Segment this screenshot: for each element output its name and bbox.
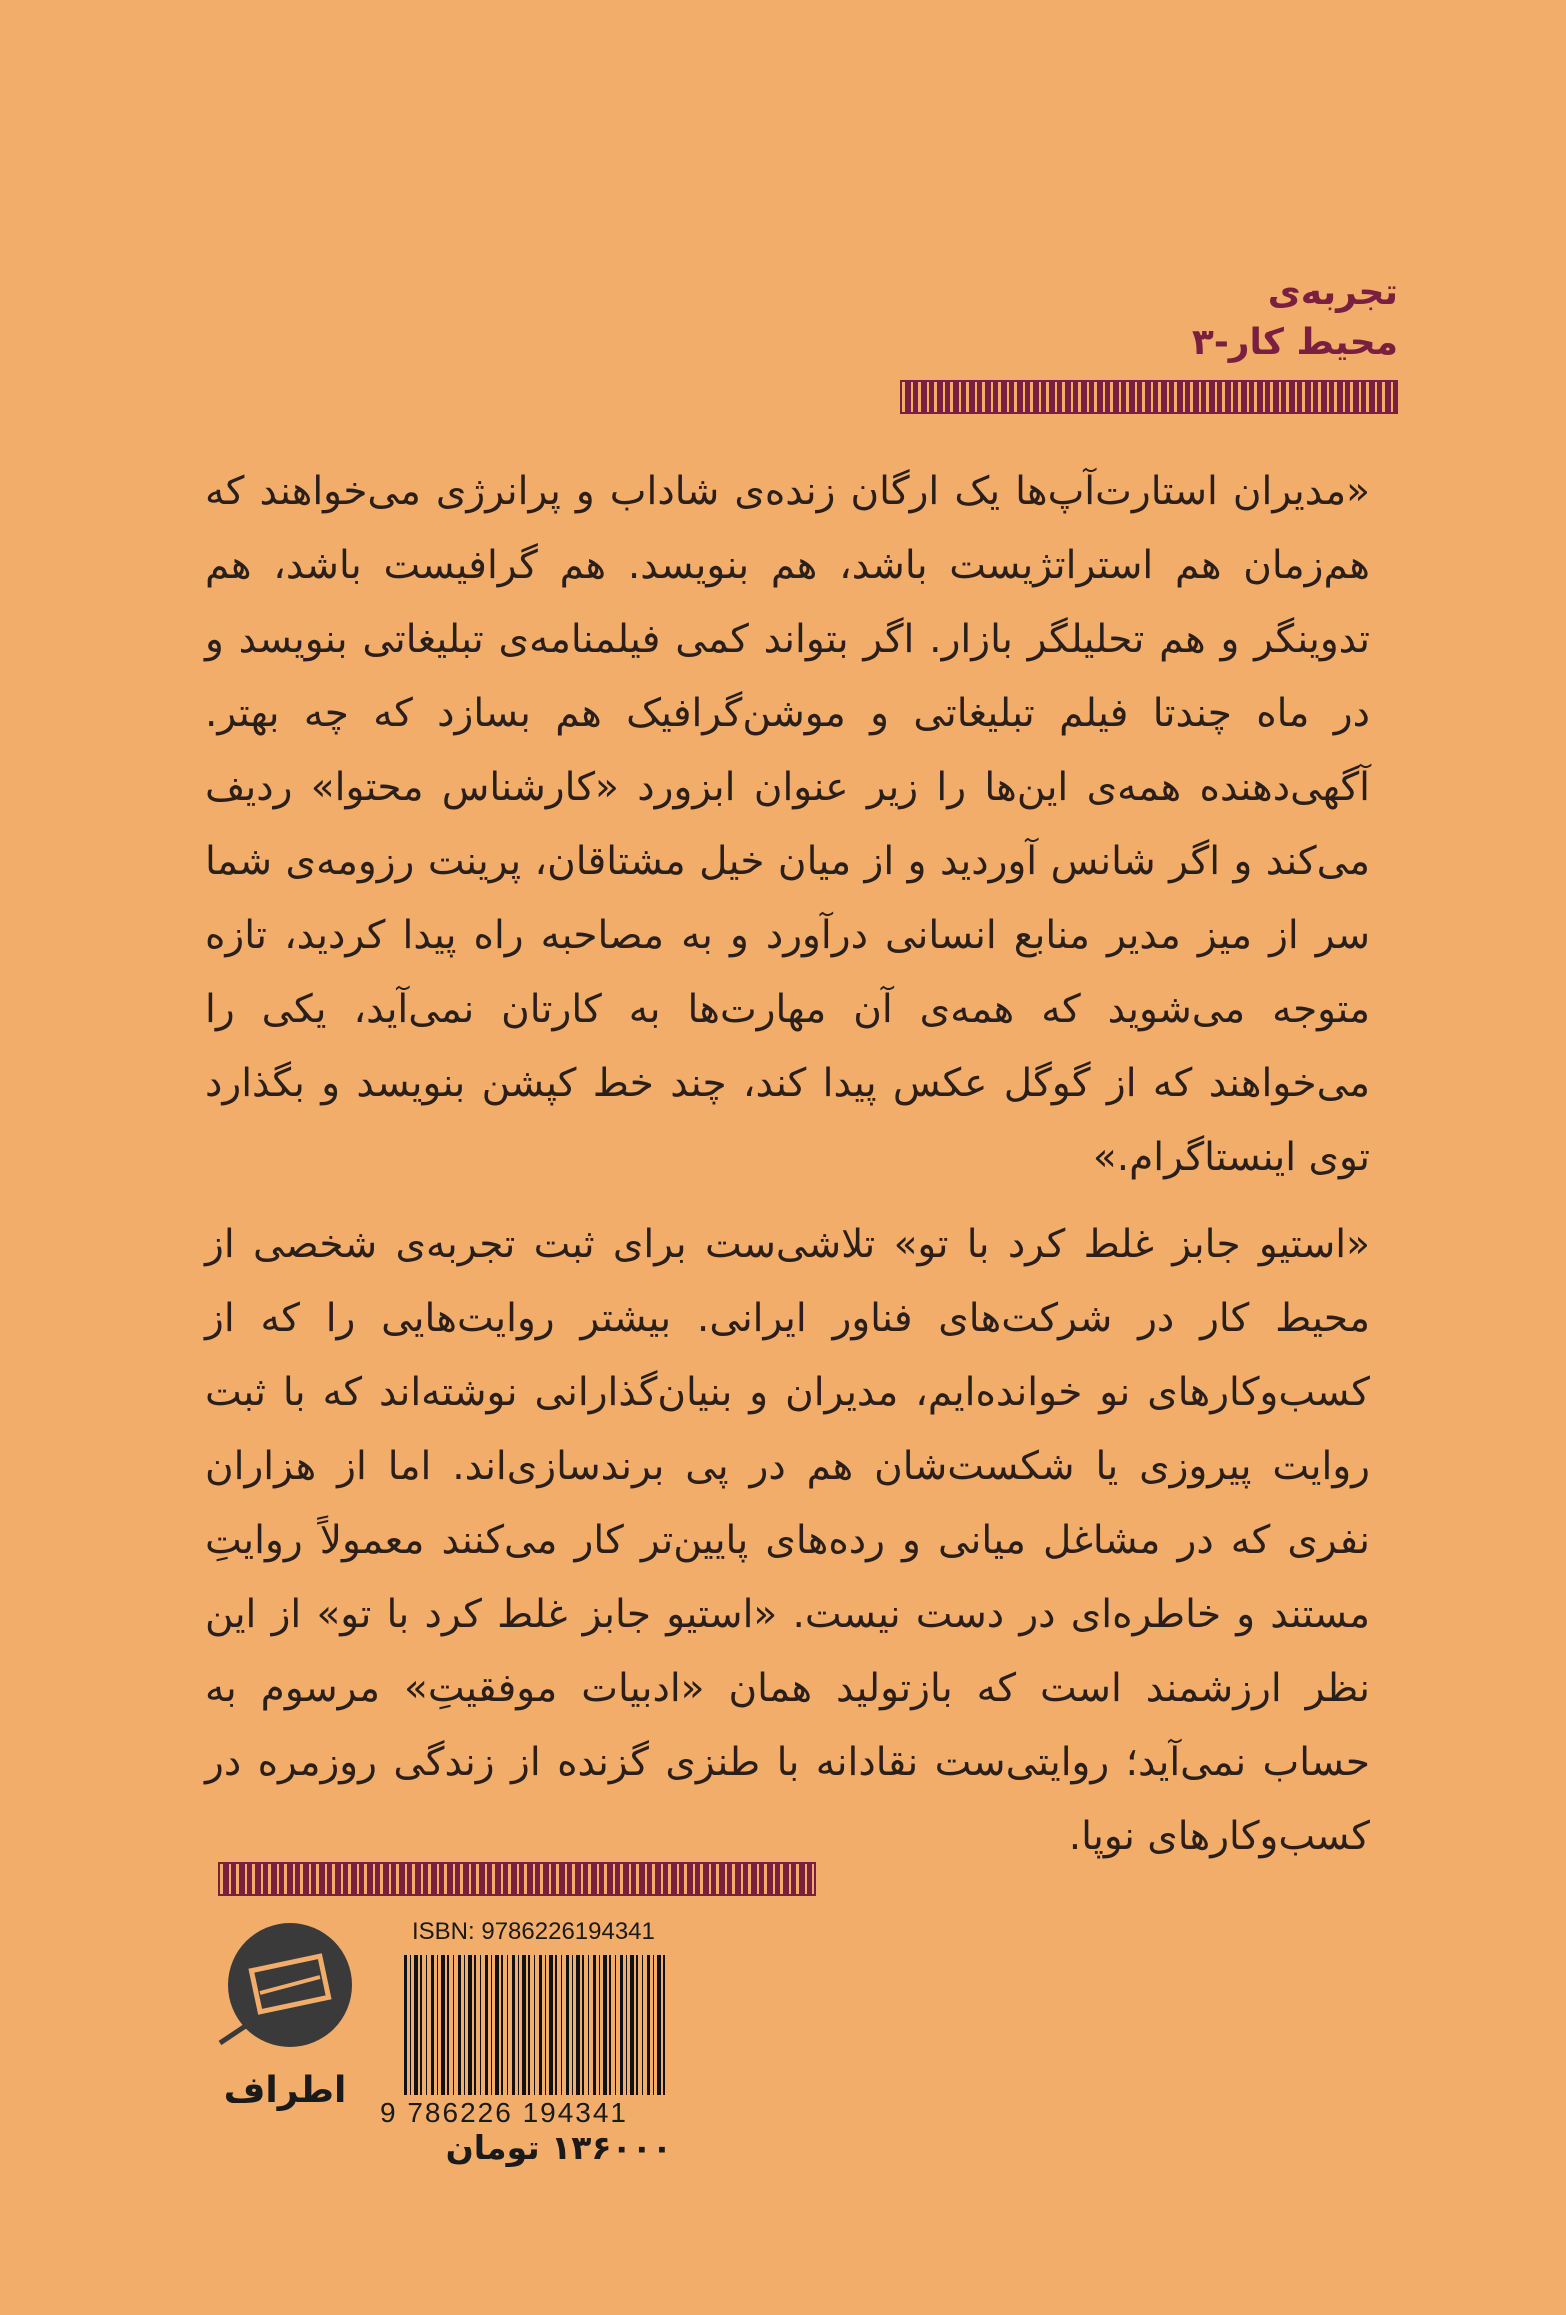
blurb-quote: «مدیران استارت‌آپ‌ها یک ارگان زنده‌ی شاداب و پرانرژی می‌خواهند که هم‌زمان هم استراتژیست باشد، هم بنویسد. هم گرافیست باشد، هم تدوینگر و هم تحلیلگر بازار. اگر بتواند کمی فیلمنامه‌ی تبلیغاتی بنویسد و در ماه چندتا فیلم تبلیغاتی و موشن‌گرافیک هم بسازد که چه بهتر. آگهی‌دهنده همه‌ی این‌ها را زیر عنوان ابزورد «کارشناس محتوا» ردیف می‌کند و اگر شانس آوردید و از میان خیل مشتاقان، پرینت رزومه‌ی شما سر از میز مدیر منابع انسانی درآورد و به مصاحبه راه پیدا کردید، تازه متوجه می‌شوید که همه‌ی آن مهارت‌ها به کارتان نمی‌آید، یکی را می‌خواهند که از گوگل عکس پیدا کند، چند خط کپشن بنویسد و بگذارد توی اینستاگرام.»	[205, 469, 1370, 1180]
barcode-icon	[404, 1955, 666, 2095]
ornament-divider-top	[900, 380, 1398, 414]
isbn-label: ISBN: 9786226194341	[412, 1918, 655, 1945]
series-title	[1192, 268, 1398, 368]
publisher-logo-icon	[210, 1915, 360, 2065]
barcode-number: 9 786226 194341	[380, 2097, 628, 2128]
book-description: «استیو جابز غلط کرد با تو» تلاشی‌ست برای ثبت تجربه‌ی شخصی از محیط کار در شرکت‌های فناور ایرانی. بیشتر روایت‌هایی را که از کسب‌وکارهای نو خوانده‌ایم، مدیران و بنیان‌گذارانی نوشته‌اند که با ثبت روایت پیروزی یا شکست‌شان هم در پی برندسازی‌اند. اما از هزاران نفری که در مشاغل میانی و رده‌های پایین‌تر کار می‌کنند معمولاً روایتِ مستند و خاطره‌ای در دست نیست. «استیو جابز غلط کرد با تو» از این نظر ارزشمند است که بازتولید همان «ادبیات موفقیتِ» مرسوم به حساب نمی‌آید؛ روایتی‌ست نقادانه با طنزی گزنده از زندگی روزمره در کسب‌وکارهای نوپا.	[205, 1222, 1370, 1859]
publisher-name: اطراف	[223, 2070, 347, 2111]
ornament-divider-bottom	[218, 1862, 816, 1896]
series-title-line2: محیط کار-۳	[1191, 322, 1398, 363]
series-title-line1: تجربه‌ی	[1267, 272, 1398, 313]
price: ۱۳۶۰۰۰ تومان	[445, 2128, 672, 2167]
